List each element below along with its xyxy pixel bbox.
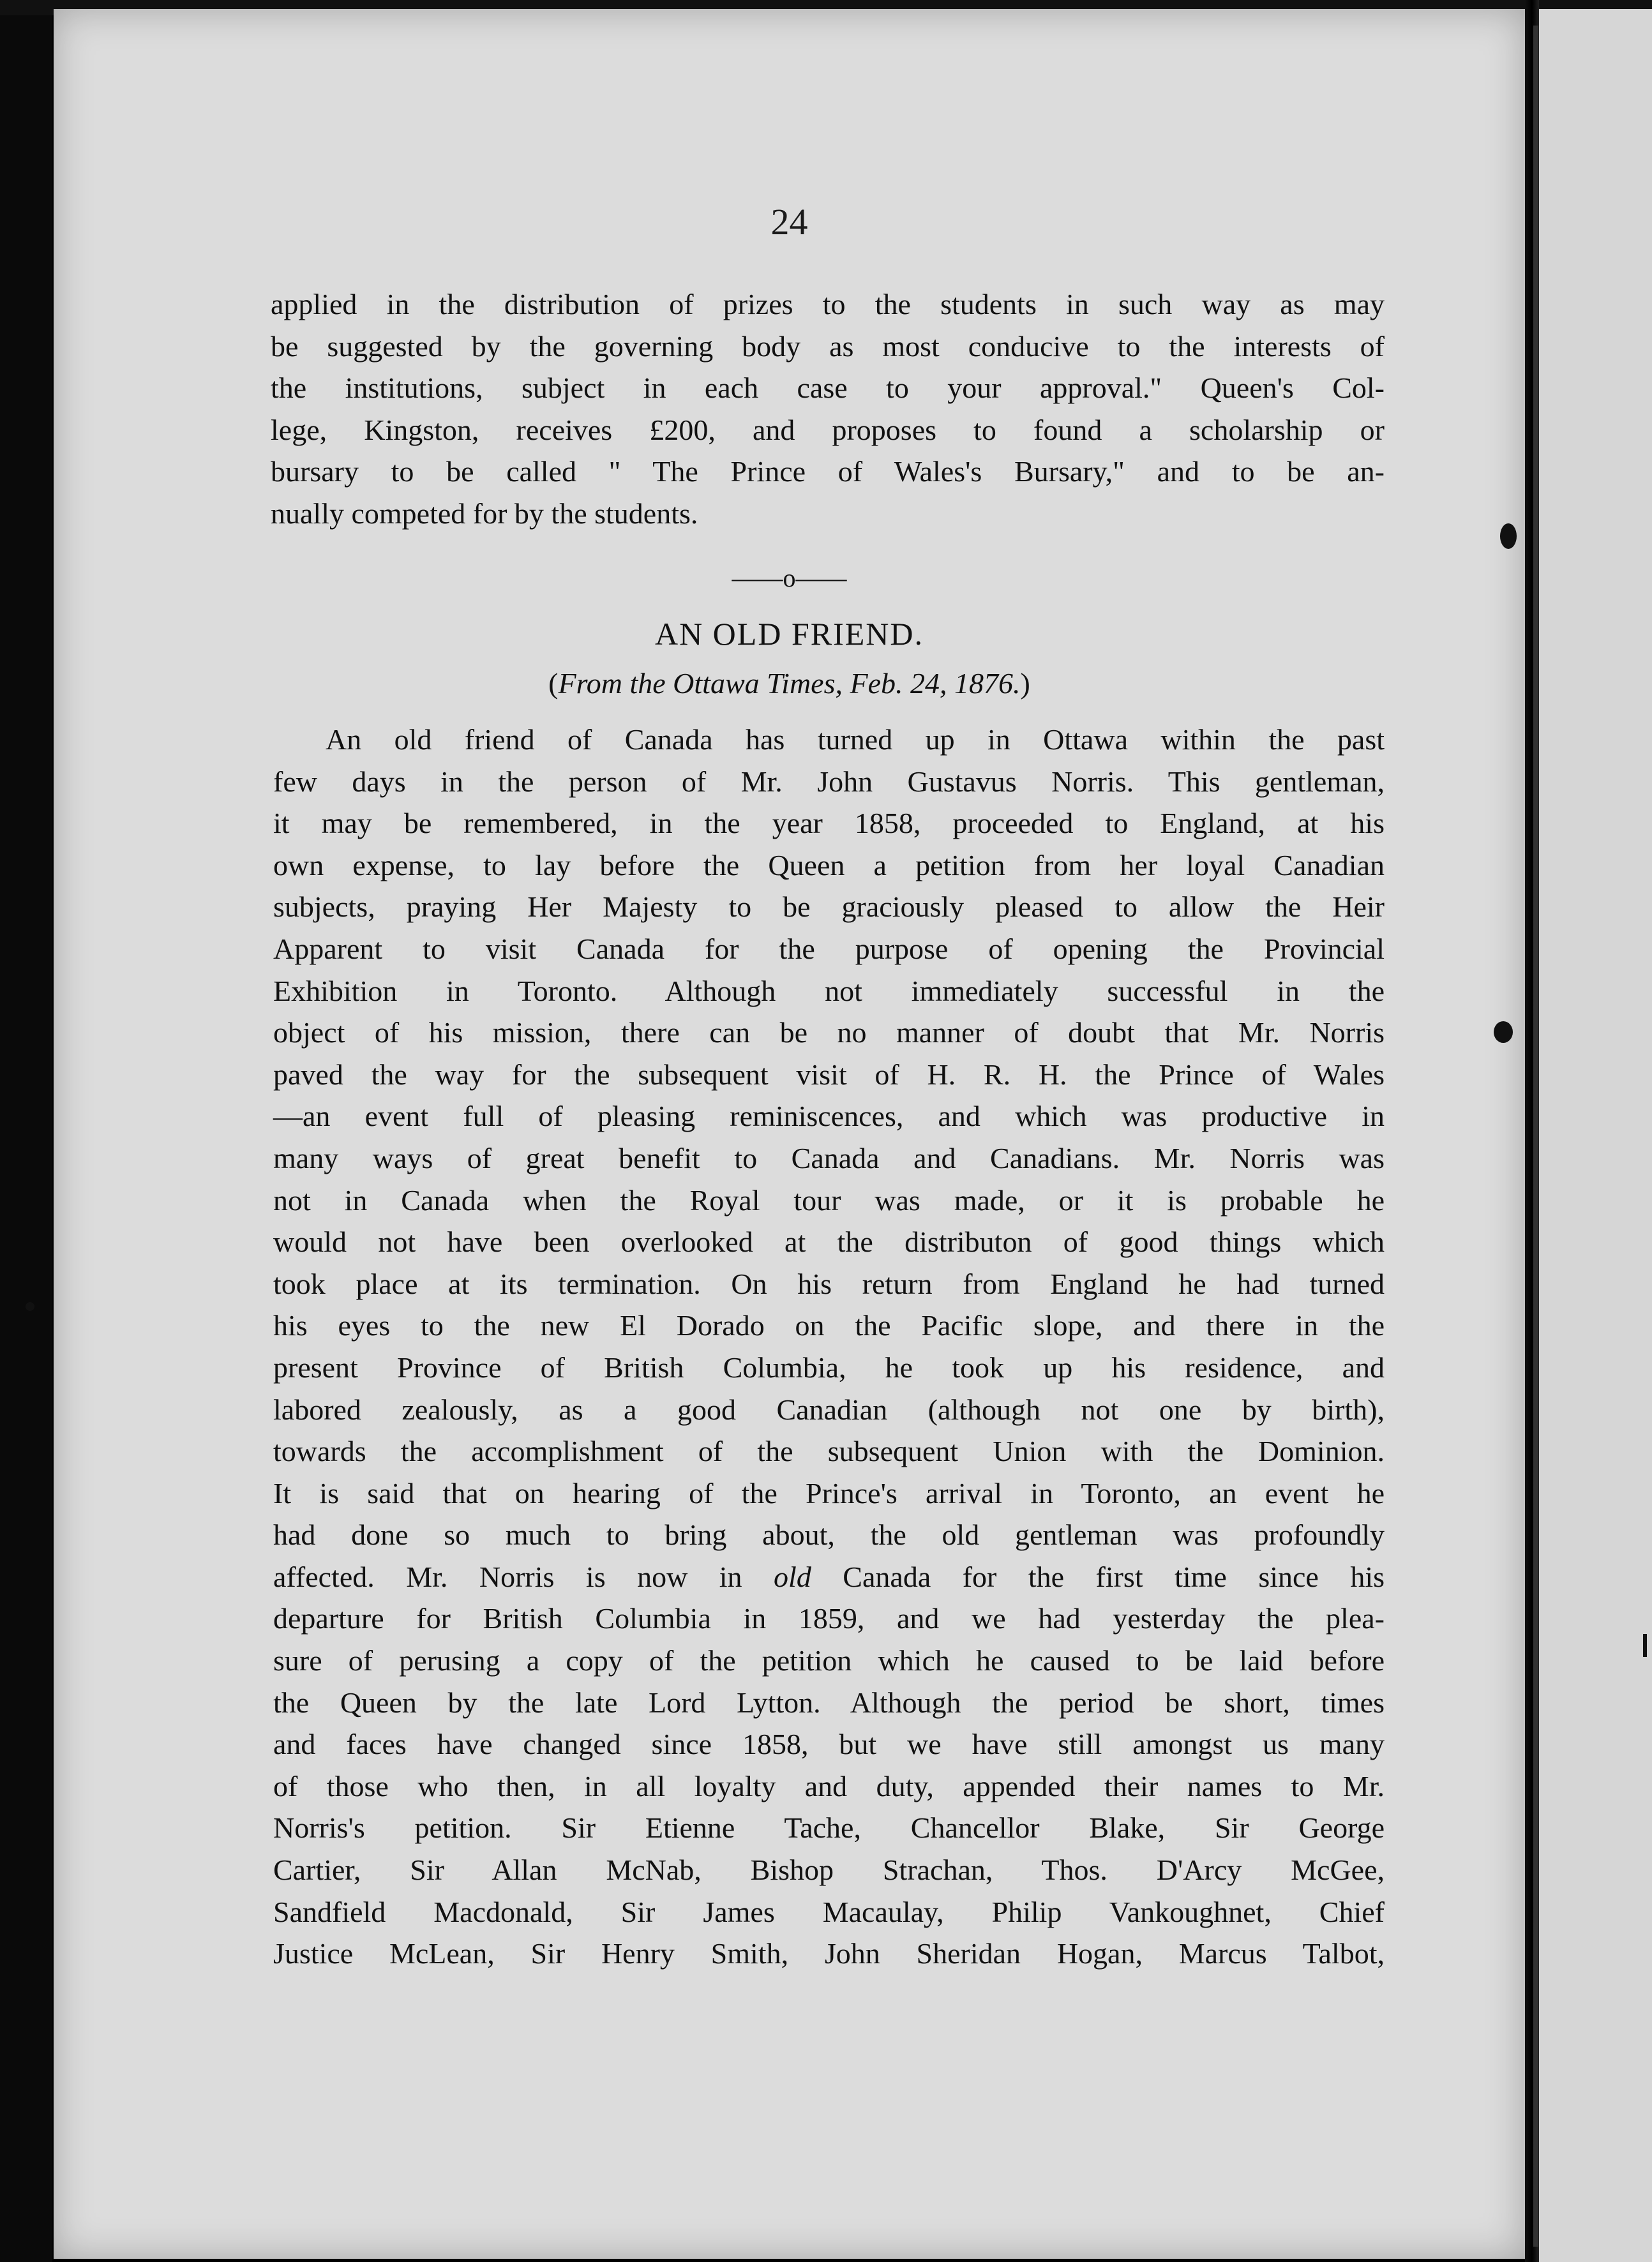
text-line: and faces have changed since 1858, but we have still amongst us many [273, 1728, 1385, 1761]
text-line: towards the accomplishment of the subsequent Union with the Dominion. [273, 1435, 1385, 1468]
article-source [54, 666, 1525, 700]
book-page [54, 9, 1525, 2259]
source-close-paren: ) [1020, 667, 1030, 700]
text-line: own expense, to lay before the Queen a petition from her loyal Canadian [273, 848, 1385, 881]
text-line-mixed [273, 1556, 1385, 1598]
text-line: the institutions, subject in each case to your approval." Queen's Col- [271, 371, 1385, 405]
page-edge [1533, 26, 1538, 2247]
binding-clip-mark [1500, 523, 1517, 549]
text-line: paved the way for the subsequent visit of H. R. H. the Prince of Wales [273, 1058, 1385, 1091]
italic-word: old [774, 1560, 811, 1593]
binding-clip-mark [1494, 1021, 1513, 1043]
text-line: sure of perusing a copy of the petition which he caused to be laid before [273, 1644, 1385, 1677]
text-line: —an event full of pleasing reminiscences, and which was productive in [273, 1100, 1385, 1133]
text-line: It is said that on hearing of the Prince's arrival in Toronto, an event he [273, 1476, 1385, 1509]
text-line: it may be remembered, in the year 1858, proceeded to England, at his [273, 807, 1385, 840]
text-line: nually competed for by the students. [271, 497, 698, 530]
text-line: Sandfield Macdonald, Sir James Macaulay, Philip Vankoughnet, Chief [273, 1895, 1385, 1928]
text-line: subjects, praying Her Majesty to be graciously pleased to allow the Heir [273, 890, 1385, 924]
edge-speck [26, 1302, 34, 1311]
text-line: his eyes to the new El Dorado on the Pacific slope, and there in the [273, 1309, 1385, 1342]
article-body [273, 719, 1385, 1975]
text-line: few days in the person of Mr. John Gustavus Norris. This gentleman, [273, 765, 1385, 798]
text-run: Canada for the first time since his [811, 1560, 1385, 1593]
text-line: many ways of great benefit to Canada and Canadians. Mr. Norris was [273, 1141, 1385, 1174]
paragraph-continued [271, 283, 1385, 535]
source-open-paren: ( [548, 667, 559, 700]
text-line: Apparent to visit Canada for the purpose of opening the Provincial [273, 932, 1385, 965]
text-line: Exhibition in Toronto. Although not immediately successful in the [273, 974, 1385, 1007]
text-line: Norris's petition. Sir Etienne Tache, Chancellor Blake, Sir George [273, 1811, 1385, 1845]
text-run: affected. Mr. Norris is now in [273, 1560, 774, 1593]
text-line: had done so much to bring about, the old gentleman was profoundly [273, 1518, 1385, 1552]
text-line: Justice McLean, Sir Henry Smith, John Sheridan Hogan, Marcus Talbot, [273, 1937, 1385, 1970]
text-line: applied in the distribution of prizes to the students in such way as may [271, 288, 1385, 320]
text-line: object of his mission, there can be no manner of doubt that Mr. Norris [273, 1016, 1385, 1049]
text-line: the Queen by the late Lord Lytton. Although the period be short, times [273, 1686, 1385, 1719]
text-line: be suggested by the governing body as most conducive to the interests of [271, 329, 1385, 363]
page-number: 24 [770, 201, 808, 243]
text-line: bursary to be called " The Prince of Wales's Bursary," and to be an- [271, 455, 1385, 488]
text-line: Cartier, Sir Allan McNab, Bishop Strachan, Thos. D'Arcy McGee, [273, 1854, 1385, 1887]
text-line: of those who then, in all loyalty and duty, appended their names to Mr. [273, 1769, 1385, 1802]
text-line: present Province of British Columbia, he took up his residence, and [273, 1351, 1385, 1384]
facing-page [1539, 9, 1652, 2262]
source-citation: From the Ottawa Times, Feb. 24, 1876. [558, 667, 1021, 700]
text-line: departure for British Columbia in 1859, and we had yesterday the plea- [273, 1602, 1385, 1635]
text-line: not in Canada when the Royal tour was made, or it is probable he [273, 1183, 1385, 1217]
edge-speck [1643, 1634, 1647, 1657]
text-line: labored zealously, as a good Canadian (although not one by birth), [273, 1393, 1385, 1426]
article-heading: AN OLD FRIEND. [654, 616, 924, 652]
text-line: lege, Kingston, receives £200, and proposes to found a scholarship or [271, 413, 1385, 446]
section-divider: ——o—— [732, 564, 847, 592]
film-border-left [0, 0, 52, 2262]
text-line: took place at its termination. On his return from England he had turned [273, 1267, 1385, 1300]
text-line: would not have been overlooked at the distributon of good things which [273, 1225, 1385, 1259]
text-line: An old friend of Canada has turned up in Ottawa within the past [326, 723, 1385, 756]
